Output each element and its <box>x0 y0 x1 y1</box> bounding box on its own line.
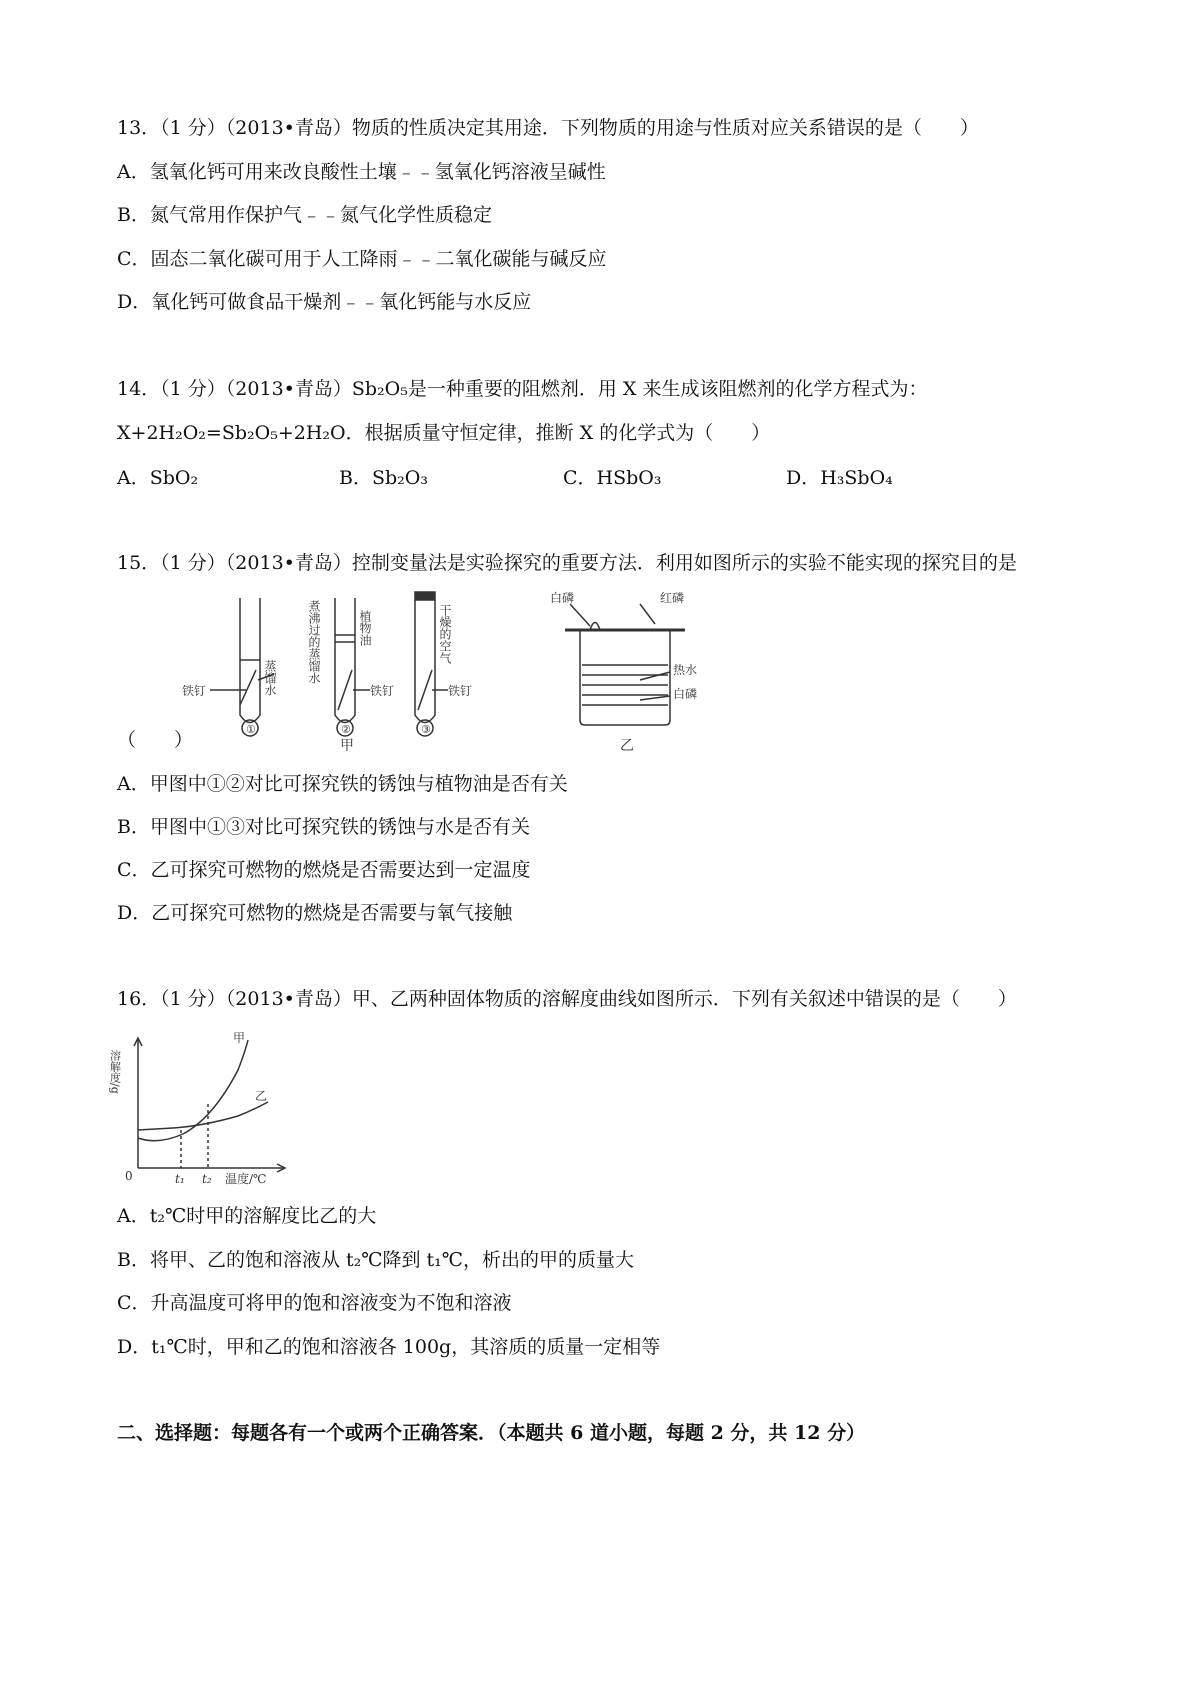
tube3-air-label: 干燥的空气 <box>438 604 452 664</box>
q16-option-b: B．将甲、乙的饱和溶液从 t₂℃降到 t₁℃，析出的甲的质量大 <box>117 1249 635 1271</box>
figure-yi-label: 乙 <box>620 738 634 754</box>
q15-answer-paren: （ ） <box>117 729 194 751</box>
q15-option-b: B．甲图中①③对比可探究铁的锈蚀与水是否有关 <box>117 816 530 838</box>
origin-label: 0 <box>125 1169 133 1183</box>
q14-option-b: B．Sb₂O₃ <box>339 467 428 489</box>
q14-option-d: D．H₃SbO₄ <box>786 467 893 489</box>
tube3-nail-label: 铁钉 <box>448 684 473 698</box>
tube3-number: ③ <box>421 723 431 736</box>
q15-option-a: A．甲图中①②对比可探究铁的锈蚀与植物油是否有关 <box>117 773 568 795</box>
curve-yi-label: 乙 <box>255 1089 268 1103</box>
q15-figure <box>170 590 730 754</box>
tube2-oil-label: 植物油 <box>358 610 372 646</box>
q13-option-a: A．氢氧化钙可用来改良酸性土壤﹣﹣氢氧化钙溶液呈碱性 <box>117 161 606 183</box>
figure-jia-label: 甲 <box>340 738 354 754</box>
beaker-red-phosphorus-label: 红磷 <box>660 591 685 605</box>
q16-option-c: C．升高温度可将甲的饱和溶液变为不饱和溶液 <box>117 1292 512 1314</box>
q14-options-row <box>117 465 1097 491</box>
x-axis-label: 温度/℃ <box>225 1172 267 1186</box>
tube3-stopper-icon <box>415 592 435 600</box>
tube1-number: ① <box>246 723 256 736</box>
q14-option-c: C．HSbO₃ <box>563 467 662 489</box>
tube3-icon <box>415 600 435 723</box>
curve-yi <box>138 1102 268 1130</box>
tube1-nail-icon <box>240 670 256 705</box>
q15-option-d: D．乙可探究可燃物的燃烧是否需要与氧气接触 <box>117 902 513 924</box>
y-axis-label: 溶解度/g <box>108 1050 122 1094</box>
tube3-nail-icon <box>418 670 432 710</box>
q14-stem-line2: X+2H₂O₂=Sb₂O₅+2H₂O．根据质量守恒定律，推断 X 的化学式为（ ） <box>117 422 771 444</box>
t1-label: t₁ <box>175 1172 185 1186</box>
q14-option-a: A．SbO₂ <box>117 467 199 489</box>
tube2-number: ② <box>341 723 351 736</box>
section2-title: 二、选择题：每题各有一个或两个正确答案．（本题共 6 道小题，每题 2 分，共 12 分） <box>117 1422 866 1444</box>
tube1-nail-label: 铁钉 <box>182 684 207 698</box>
q15-option-c: C．乙可探究可燃物的燃烧是否需要达到一定温度 <box>117 859 531 881</box>
beaker-white-phosphorus-bottom-label: 白磷 <box>673 687 698 701</box>
q16-solubility-figure <box>108 1030 313 1186</box>
tube1-water-label: 蒸馏水 <box>263 660 277 696</box>
tube2-nail-icon <box>338 670 352 710</box>
curve-jia-label: 甲 <box>233 1031 246 1045</box>
tube2-icon <box>335 598 355 723</box>
tube2-nail-label: 铁钉 <box>370 684 395 698</box>
tube2-boiled-water-label: 煮沸过的蒸馏水 <box>307 600 321 684</box>
q13-option-d: D．氧化钙可做食品干燥剂﹣﹣氧化钙能与水反应 <box>117 291 532 313</box>
q15-stem: 15．（1 分）（2013•青岛）控制变量法是实验探究的重要方法．利用如图所示的实验不能实现的探究目的是 <box>117 552 1017 574</box>
q14-stem-line1: 14．（1 分）（2013•青岛）Sb₂O₅是一种重要的阻燃剂．用 X 来生成该阻燃剂的化学方程式为： <box>117 378 928 400</box>
beaker-icon <box>580 630 670 725</box>
beaker-white-phosphorus-top-label: 白磷 <box>550 591 575 605</box>
q13-option-b: B．氮气常用作保护气﹣﹣氮气化学性质稳定 <box>117 204 492 226</box>
q16-option-a: A．t₂℃时甲的溶解度比乙的大 <box>117 1205 377 1227</box>
q13-option-c: C．固态二氧化碳可用于人工降雨﹣﹣二氧化碳能与碱反应 <box>117 248 607 270</box>
beaker-hot-water-label: 热水 <box>673 663 698 677</box>
q16-option-d: D．t₁℃时，甲和乙的饱和溶液各 100g，其溶质的质量一定相等 <box>117 1336 661 1358</box>
q13-stem: 13．（1 分）（2013•青岛）物质的性质决定其用途．下列物质的用途与性质对应关系错误的是（ ） <box>117 117 979 139</box>
t2-label: t₂ <box>202 1172 212 1186</box>
q16-stem: 16．（1 分）（2013•青岛）甲、乙两种固体物质的溶解度曲线如图所示．下列有关叙述中错误的是（ ） <box>117 988 1017 1010</box>
